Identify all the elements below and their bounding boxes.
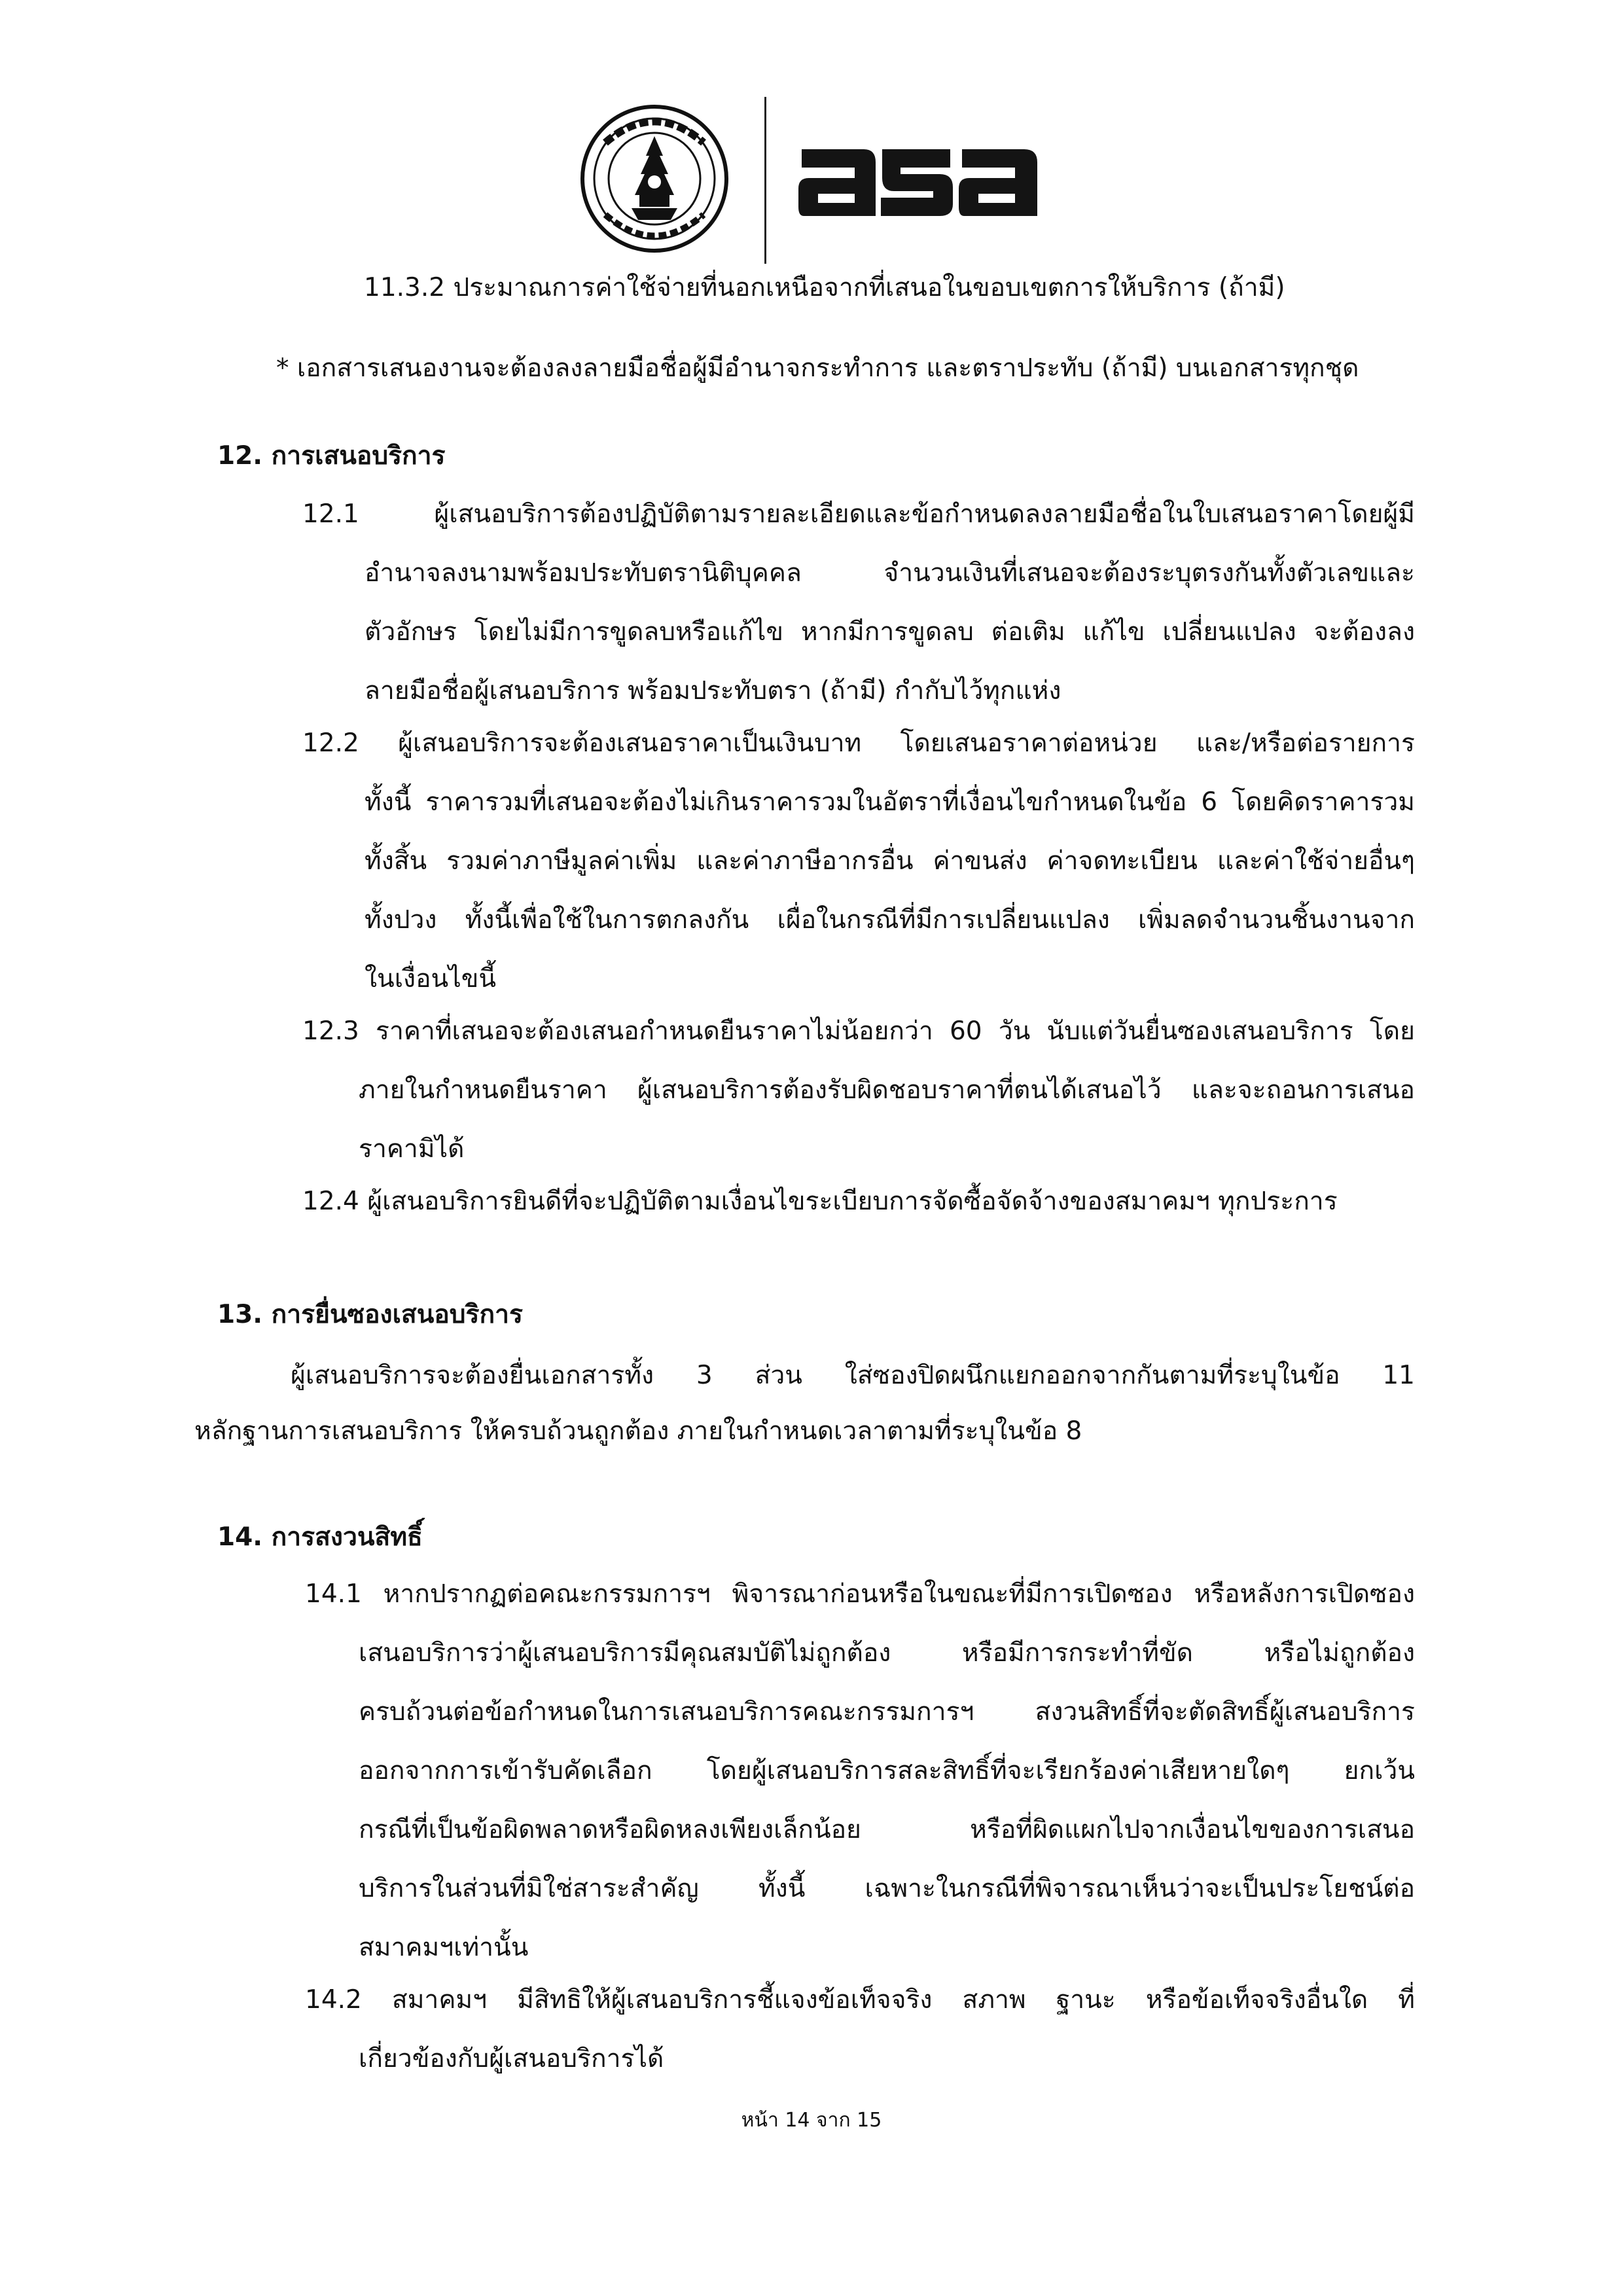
signature-note: * เอกสารเสนองานจะต้องลงลายมือชื่อผู้มีอำนาจกระทำการ และตราประทับ (ถ้ามี) บนเอกสารทุกชุด xyxy=(276,353,1359,383)
item-12-2-line-4: ทั้งปวง ทั้งนี้เพื่อใช้ในการตกลงกัน เผื่อในกรณีที่มีการเปลี่ยนแปลง เพิ่มลดจำนวนชิ้นงานจาก xyxy=(365,905,1415,935)
section-13-heading: 13. การยื่นซองเสนอบริการ xyxy=(217,1300,523,1329)
section-14-heading: 14. การสงวนสิทธิ์ xyxy=(217,1522,423,1552)
item-14-1-line-2: เสนอบริการว่าผู้เสนอบริการมีคุณสมบัติไม่ถูกต้อง หรือมีการกระทำที่ขัด หรือไม่ถูกต้อง xyxy=(359,1638,1415,1668)
item-14-1-line-1: 14.1 หากปรากฏต่อคณะกรรมการฯ พิจารณาก่อนหรือในขณะที่มีการเปิดซอง หรือหลังการเปิดซอง xyxy=(305,1579,1415,1609)
item-12-4-line-1: 12.4 ผู้เสนอบริการยินดีที่จะปฏิบัติตามเงื่อนไขระเบียบการจัดซื้อจัดจ้างของสมาคมฯ ทุกประการ xyxy=(302,1187,1338,1216)
asa-logo xyxy=(798,136,1041,228)
item-12-1-line-4: ลายมือชื่อผู้เสนอบริการ พร้อมประทับตรา (ถ้ามี) กำกับไว้ทุกแห่ง xyxy=(365,676,1061,706)
item-14-2-line-2: เกี่ยวข้องกับผู้เสนอบริการได้ xyxy=(359,2044,664,2073)
item-12-1-line-1: 12.1 ผู้เสนอบริการต้องปฏิบัติตามรายละเอียดและข้อกำหนดลงลายมือชื่อในใบเสนอราคาโดยผู้มี xyxy=(302,499,1415,529)
section-13-line-2: หลักฐานการเสนอบริการ ให้ครบถ้วนถูกต้อง ภายในกำหนดเวลาตามที่ระบุในข้อ 8 xyxy=(194,1416,1082,1446)
item-12-2-line-5: ในเงื่อนไขนี้ xyxy=(365,964,497,994)
item-12-2-line-3: ทั้งสิ้น รวมค่าภาษีมูลค่าเพิ่ม และค่าภาษีอากรอื่น ค่าขนส่ง ค่าจดทะเบียน และค่าใช้จ่ายอื่นๆ xyxy=(365,846,1415,876)
item-12-2-line-1: 12.2 ผู้เสนอบริการจะต้องเสนอราคาเป็นเงินบาท โดยเสนอราคาต่อหน่วย และ/หรือต่อรายการ xyxy=(302,728,1415,758)
document-header xyxy=(0,90,1623,274)
item-12-3-line-1: 12.3 ราคาที่เสนอจะต้องเสนอกำหนดยืนราคาไม่น้อยกว่า 60 วัน นับแต่วันยื่นซองเสนอบริการ โดย xyxy=(302,1016,1415,1046)
item-12-1-line-2: อำนาจลงนามพร้อมประทับตรานิติบุคคล จำนวนเงินที่เสนอจะต้องระบุตรงกันทั้งตัวเลขและ xyxy=(365,558,1415,588)
item-12-3-line-3: ราคามิได้ xyxy=(359,1134,465,1164)
item-14-1-line-6: บริการในส่วนที่มิใช่สาระสำคัญ ทั้งนี้ เฉพาะในกรณีที่พิจารณาเห็นว่าจะเป็นประโยชน์ต่อ xyxy=(359,1874,1415,1903)
item-12-2-line-2: ทั้งนี้ ราคารวมที่เสนอจะต้องไม่เกินราคารวมในอัตราที่เงื่อนไขกำหนดในข้อ 6 โดยคิดราคารวม xyxy=(365,787,1415,817)
association-seal-icon xyxy=(579,103,730,254)
section-12-heading: 12. การเสนอบริการ xyxy=(217,441,446,471)
item-14-1-line-7: สมาคมฯเท่านั้น xyxy=(359,1933,529,1962)
item-11-3-2: 11.3.2 ประมาณการค่าใช้จ่ายที่นอกเหนือจากที่เสนอในขอบเขตการให้บริการ (ถ้ามี) xyxy=(364,273,1285,302)
item-14-2-line-1: 14.2 สมาคมฯ มีสิทธิให้ผู้เสนอบริการชี้แจงข้อเท็จจริง สภาพ ฐานะ หรือข้อเท็จจริงอื่นใด ที่ xyxy=(305,1985,1415,2015)
item-12-1-line-3: ตัวอักษร โดยไม่มีการขูดลบหรือแก้ไข หากมีการขูดลบ ต่อเติม แก้ไข เปลี่ยนแปลง จะต้องลง xyxy=(365,617,1415,647)
section-13-line-1: ผู้เสนอบริการจะต้องยื่นเอกสารทั้ง 3 ส่วน ใส่ซองปิดผนึกแยกออกจากกันตามที่ระบุในข้อ 11 xyxy=(291,1361,1415,1390)
item-14-1-line-3: ครบถ้วนต่อข้อกำหนดในการเสนอบริการคณะกรรมการฯ สงวนสิทธิ์ที่จะตัดสิทธิ์ผู้เสนอบริการ xyxy=(359,1697,1415,1727)
header-divider xyxy=(764,97,766,264)
item-12-3-line-2: ภายในกำหนดยืนราคา ผู้เสนอบริการต้องรับผิดชอบราคาที่ตนได้เสนอไว้ และจะถอนการเสนอ xyxy=(359,1075,1415,1105)
page-number: หน้า 14 จาก 15 xyxy=(741,2109,882,2132)
item-14-1-line-5: กรณีที่เป็นข้อผิดพลาดหรือผิดหลงเพียงเล็กน้อย หรือที่ผิดแผกไปจากเงื่อนไขของการเสนอ xyxy=(359,1815,1415,1844)
item-14-1-line-4: ออกจากการเข้ารับคัดเลือก โดยผู้เสนอบริการสละสิทธิ์ที่จะเรียกร้องค่าเสียหายใดๆ ยกเว้น xyxy=(359,1756,1415,1785)
